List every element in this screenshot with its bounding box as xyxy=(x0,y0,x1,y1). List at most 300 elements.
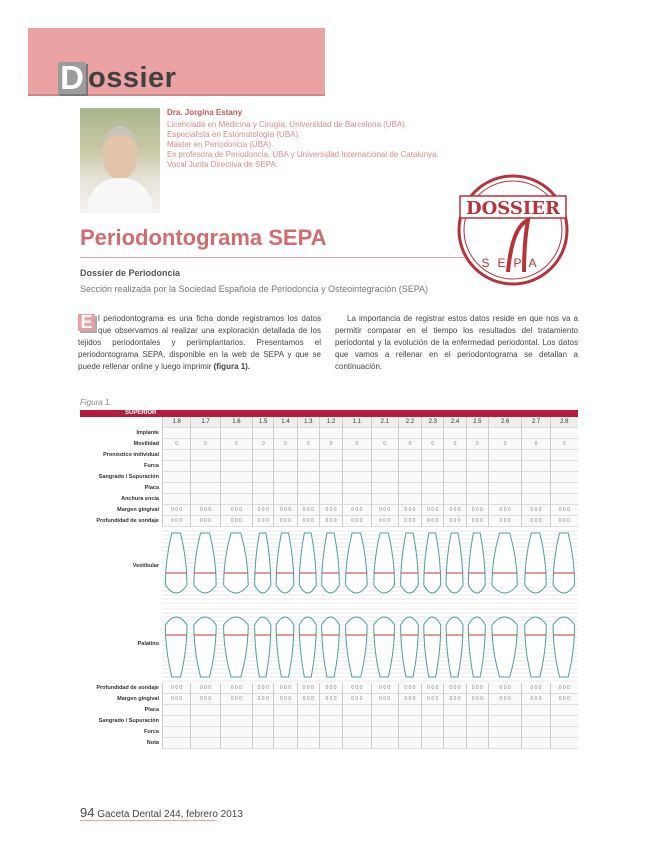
chart-cell[interactable]: 0 0 0 xyxy=(550,516,578,527)
row-label: Anchura encía xyxy=(121,496,159,502)
tooth-drawing xyxy=(224,617,249,677)
chart-cell[interactable] xyxy=(252,727,273,738)
chart-cell[interactable]: 0 0 0 xyxy=(443,516,465,527)
chart-cell[interactable]: 0 0 0 xyxy=(252,683,273,694)
chart-cell[interactable] xyxy=(550,705,578,716)
chart-cell[interactable] xyxy=(371,461,398,472)
chart-cell[interactable] xyxy=(443,716,465,727)
chart-cell[interactable] xyxy=(521,727,549,738)
chart-cell[interactable] xyxy=(550,450,578,461)
chart-cell[interactable] xyxy=(342,450,370,461)
chart-cell[interactable] xyxy=(273,472,296,483)
chart-cell[interactable] xyxy=(273,727,296,738)
tooth-number: 2.4 xyxy=(443,417,465,428)
chart-cell[interactable] xyxy=(190,716,219,727)
chart-cell[interactable] xyxy=(398,705,421,716)
author-line: Vocal Junta Directiva de SEPA. xyxy=(167,160,279,169)
tooth-drawing xyxy=(322,533,340,593)
chart-cell[interactable] xyxy=(297,727,319,738)
chart-cell[interactable] xyxy=(342,461,370,472)
chart-cell[interactable]: 0 xyxy=(466,439,488,450)
chart-cell[interactable] xyxy=(443,727,465,738)
chart-cell[interactable] xyxy=(398,738,421,749)
chart-cell[interactable] xyxy=(190,483,219,494)
chart-cell[interactable]: 0 xyxy=(550,439,578,450)
chart-cell[interactable]: 0 0 0 xyxy=(371,683,398,694)
chart-cell[interactable]: 0 0 0 xyxy=(220,683,252,694)
tooth-drawing xyxy=(299,533,316,593)
chart-cell[interactable]: 0 xyxy=(371,439,398,450)
chart-cell[interactable]: 0 0 0 xyxy=(342,694,370,705)
chart-cell[interactable] xyxy=(297,716,319,727)
chart-cell[interactable] xyxy=(550,716,578,727)
chart-cell[interactable] xyxy=(190,450,219,461)
chart-cell[interactable]: 0 0 0 xyxy=(421,516,443,527)
chart-cell[interactable] xyxy=(190,461,219,472)
section-header-superior: SUPERIOR xyxy=(80,410,578,417)
chart-cell[interactable]: 0 xyxy=(162,439,190,450)
chart-cell[interactable] xyxy=(466,738,488,749)
chart-cell[interactable] xyxy=(190,727,219,738)
chart-cell[interactable] xyxy=(190,472,219,483)
chart-cell[interactable]: 0 xyxy=(220,439,252,450)
tooth-drawing xyxy=(401,533,419,593)
chart-cell[interactable] xyxy=(488,727,521,738)
chart-cell[interactable]: 0 0 0 xyxy=(521,505,549,516)
row-label: Palatino xyxy=(137,641,159,647)
chart-cell[interactable] xyxy=(466,450,488,461)
chart-cell[interactable] xyxy=(421,738,443,749)
chart-cell[interactable] xyxy=(371,483,398,494)
chart-cell[interactable]: 0 0 0 xyxy=(466,694,488,705)
tooth-number: 2.2 xyxy=(398,417,421,428)
chart-cell[interactable]: 0 0 0 xyxy=(319,683,342,694)
chart-cell[interactable] xyxy=(220,494,252,505)
chart-cell[interactable] xyxy=(319,461,342,472)
chart-cell[interactable]: 0 0 0 xyxy=(273,516,296,527)
chart-cell[interactable]: 0 0 0 xyxy=(466,683,488,694)
chart-cell[interactable] xyxy=(319,705,342,716)
chart-cell[interactable] xyxy=(488,461,521,472)
chart-cell[interactable]: 0 0 0 xyxy=(342,516,370,527)
chart-cell[interactable] xyxy=(443,494,465,505)
chart-cell[interactable] xyxy=(421,705,443,716)
chart-cell[interactable] xyxy=(398,494,421,505)
tooth-drawing xyxy=(224,533,249,593)
chart-cell[interactable]: 0 xyxy=(488,439,521,450)
upper-row xyxy=(80,450,578,461)
upper-row xyxy=(80,472,578,483)
chart-cell[interactable]: 0 0 0 xyxy=(398,694,421,705)
chart-cell[interactable] xyxy=(297,472,319,483)
chart-cell[interactable] xyxy=(252,716,273,727)
chart-cell[interactable] xyxy=(521,461,549,472)
chart-cell[interactable]: 0 0 0 xyxy=(488,683,521,694)
chart-cell[interactable]: 0 xyxy=(342,439,370,450)
chart-cell[interactable] xyxy=(319,483,342,494)
chart-cell[interactable]: 0 xyxy=(297,439,319,450)
chart-cell[interactable] xyxy=(162,738,190,749)
tooth-drawing xyxy=(492,617,517,677)
row-label: Profundidad de sondaje xyxy=(96,518,159,524)
chart-cell[interactable] xyxy=(220,461,252,472)
chart-cell[interactable] xyxy=(550,494,578,505)
chart-cell[interactable] xyxy=(371,727,398,738)
chart-cell[interactable]: 0 0 0 xyxy=(319,694,342,705)
chart-cell[interactable] xyxy=(398,716,421,727)
chart-cell[interactable]: 0 0 0 xyxy=(488,694,521,705)
section-note: Sección realizada por la Sociedad Española de Periodoncia y Osteointegración (SEPA) xyxy=(80,284,429,294)
chart-cell[interactable] xyxy=(342,472,370,483)
chart-cell[interactable] xyxy=(252,483,273,494)
chart-cell[interactable] xyxy=(550,727,578,738)
chart-cell[interactable]: 0 0 0 xyxy=(550,694,578,705)
tooth-number: 1.3 xyxy=(297,417,319,428)
chart-cell[interactable]: 0 0 0 xyxy=(398,505,421,516)
chart-cell[interactable] xyxy=(488,738,521,749)
chart-cell[interactable]: 0 0 0 xyxy=(319,516,342,527)
chart-cell[interactable]: 0 xyxy=(190,439,219,450)
chart-cell[interactable] xyxy=(342,428,370,439)
chart-cell[interactable]: 0 0 0 xyxy=(398,516,421,527)
chart-cell[interactable] xyxy=(220,472,252,483)
chart-cell[interactable] xyxy=(521,483,549,494)
article-subtitle: Dossier de Periodoncia xyxy=(80,268,181,278)
chart-cell[interactable] xyxy=(342,494,370,505)
chart-cell[interactable]: 0 xyxy=(398,439,421,450)
chart-cell[interactable] xyxy=(220,705,252,716)
chart-cell[interactable]: 0 0 0 xyxy=(190,505,219,516)
chart-cell[interactable]: 0 0 0 xyxy=(443,694,465,705)
chart-cell[interactable] xyxy=(162,716,190,727)
author-line: Especialista en Estomatología (UBA). xyxy=(167,130,301,139)
chart-cell[interactable] xyxy=(273,483,296,494)
chart-cell[interactable] xyxy=(398,461,421,472)
chart-cell[interactable] xyxy=(466,716,488,727)
chart-cell[interactable] xyxy=(190,705,219,716)
periodontogram-figure xyxy=(80,410,578,749)
chart-cell[interactable] xyxy=(398,450,421,461)
row-label: Movilidad xyxy=(133,441,159,447)
chart-cell[interactable]: 0 0 0 xyxy=(252,694,273,705)
author-line: Licenciada en Medicina y Cirugía, Universidad de Barcelona (UBA). xyxy=(167,120,408,129)
chart-cell[interactable]: 0 0 0 xyxy=(488,516,521,527)
chart-cell[interactable]: 0 0 0 xyxy=(342,683,370,694)
chart-cell[interactable] xyxy=(319,472,342,483)
chart-cell[interactable] xyxy=(443,705,465,716)
chart-cell[interactable] xyxy=(398,727,421,738)
chart-cell[interactable] xyxy=(252,472,273,483)
chart-cell[interactable] xyxy=(398,472,421,483)
chart-cell[interactable] xyxy=(220,727,252,738)
chart-cell[interactable]: 0 0 0 xyxy=(421,505,443,516)
chart-cell[interactable] xyxy=(319,716,342,727)
chart-cell[interactable] xyxy=(550,738,578,749)
tooth-number: 1.2 xyxy=(319,417,342,428)
tooth-drawing xyxy=(525,533,547,593)
chart-cell[interactable]: 0 xyxy=(319,439,342,450)
chart-cell[interactable] xyxy=(220,450,252,461)
chart-cell[interactable] xyxy=(421,494,443,505)
tooth-drawing xyxy=(468,617,485,677)
upper-row xyxy=(80,439,578,450)
chart-cell[interactable]: 0 0 0 xyxy=(488,505,521,516)
chart-cell[interactable]: 0 0 0 xyxy=(398,683,421,694)
chart-cell[interactable]: 0 0 0 xyxy=(443,505,465,516)
chart-cell[interactable] xyxy=(342,727,370,738)
chart-cell[interactable] xyxy=(443,472,465,483)
chart-cell[interactable]: 0 0 0 xyxy=(190,694,219,705)
chart-cell[interactable] xyxy=(421,716,443,727)
upper-row xyxy=(80,494,578,505)
divider xyxy=(80,257,465,258)
chart-cell[interactable]: 0 0 0 xyxy=(550,505,578,516)
chart-cell[interactable] xyxy=(521,450,549,461)
chart-cell[interactable] xyxy=(466,461,488,472)
chart-cell[interactable] xyxy=(466,705,488,716)
palatino-teeth xyxy=(80,605,578,683)
chart-cell[interactable] xyxy=(443,461,465,472)
chart-cell[interactable] xyxy=(488,494,521,505)
chart-cell[interactable] xyxy=(371,472,398,483)
lower-row xyxy=(80,694,578,705)
chart-cell[interactable] xyxy=(273,738,296,749)
chart-cell[interactable] xyxy=(319,428,342,439)
chart-cell[interactable] xyxy=(252,450,273,461)
chart-cell[interactable] xyxy=(421,727,443,738)
chart-cell[interactable]: 0 0 0 xyxy=(421,694,443,705)
chart-cell[interactable] xyxy=(421,483,443,494)
chart-cell[interactable] xyxy=(398,428,421,439)
row-label: Nota xyxy=(146,740,159,746)
lower-row xyxy=(80,727,578,738)
chart-cell[interactable] xyxy=(488,472,521,483)
chart-cell[interactable] xyxy=(488,705,521,716)
chart-cell[interactable]: 0 0 0 xyxy=(273,683,296,694)
chart-cell[interactable] xyxy=(162,450,190,461)
chart-cell[interactable] xyxy=(297,738,319,749)
chart-cell[interactable] xyxy=(466,494,488,505)
chart-cell[interactable]: 0 0 0 xyxy=(371,516,398,527)
chart-cell[interactable] xyxy=(162,461,190,472)
chart-cell[interactable]: 0 0 0 xyxy=(342,505,370,516)
chart-cell[interactable] xyxy=(190,738,219,749)
chart-cell[interactable] xyxy=(297,450,319,461)
chart-cell[interactable] xyxy=(371,705,398,716)
chart-cell[interactable] xyxy=(319,450,342,461)
row-label: Pronóstico individual xyxy=(103,452,159,458)
chart-cell[interactable]: 0 0 0 xyxy=(297,505,319,516)
tooth-drawing xyxy=(525,617,547,677)
chart-cell[interactable] xyxy=(550,472,578,483)
chart-cell[interactable]: 0 xyxy=(443,439,465,450)
chart-cell[interactable] xyxy=(443,483,465,494)
tooth-number: 2.5 xyxy=(466,417,488,428)
chart-cell[interactable]: 0 xyxy=(521,439,549,450)
chart-cell[interactable] xyxy=(162,483,190,494)
chart-cell[interactable]: 0 0 0 xyxy=(273,694,296,705)
chart-cell[interactable] xyxy=(162,494,190,505)
chart-cell[interactable] xyxy=(273,716,296,727)
chart-cell[interactable]: 0 0 0 xyxy=(521,683,549,694)
chart-cell[interactable]: 0 0 0 xyxy=(371,694,398,705)
chart-cell[interactable] xyxy=(162,727,190,738)
chart-cell[interactable] xyxy=(521,716,549,727)
chart-cell[interactable] xyxy=(252,705,273,716)
tooth-number: 2.1 xyxy=(371,417,398,428)
author-bio xyxy=(167,108,439,170)
chart-cell[interactable]: 0 0 0 xyxy=(190,516,219,527)
chart-cell[interactable] xyxy=(190,428,219,439)
chart-cell[interactable] xyxy=(273,450,296,461)
chart-cell[interactable] xyxy=(371,428,398,439)
chart-cell[interactable] xyxy=(162,705,190,716)
chart-cell[interactable] xyxy=(252,461,273,472)
chart-cell[interactable] xyxy=(421,472,443,483)
tooth-number: 1.6 xyxy=(220,417,252,428)
chart-cell[interactable] xyxy=(342,738,370,749)
chart-cell[interactable] xyxy=(190,494,219,505)
chart-cell[interactable] xyxy=(550,428,578,439)
chart-cell[interactable]: 0 xyxy=(421,439,443,450)
chart-cell[interactable]: 0 0 0 xyxy=(162,683,190,694)
body-column-right: La importancia de registrar estos datos reside en que nos va a permitir comparar en el tiempo los resultados del tratamiento periodontal y la evolución de la enfermedad periodontal. Los datos que vamos a rellenar en el periodontograma se detallan a continuación. xyxy=(335,314,578,371)
tooth-number: 2.3 xyxy=(421,417,443,428)
chart-cell[interactable]: 0 0 0 xyxy=(297,516,319,527)
tooth-drawing xyxy=(255,617,271,677)
chart-cell[interactable]: 0 0 0 xyxy=(297,683,319,694)
chart-cell[interactable] xyxy=(297,483,319,494)
chart-cell[interactable] xyxy=(342,705,370,716)
chart-cell[interactable] xyxy=(550,461,578,472)
chart-cell[interactable] xyxy=(371,716,398,727)
chart-cell[interactable]: 0 0 0 xyxy=(443,683,465,694)
chart-cell[interactable] xyxy=(488,483,521,494)
chart-cell[interactable]: 0 0 0 xyxy=(466,516,488,527)
chart-cell[interactable]: 0 xyxy=(252,439,273,450)
chart-cell[interactable] xyxy=(443,450,465,461)
chart-cell[interactable]: 0 0 0 xyxy=(521,516,549,527)
chart-cell[interactable] xyxy=(466,727,488,738)
chart-cell[interactable] xyxy=(319,738,342,749)
upper-row xyxy=(80,505,578,516)
chart-cell[interactable] xyxy=(273,461,296,472)
chart-cell[interactable] xyxy=(297,461,319,472)
chart-cell[interactable]: 0 0 0 xyxy=(319,505,342,516)
chart-cell[interactable]: 0 0 0 xyxy=(273,505,296,516)
chart-cell[interactable]: 0 xyxy=(273,439,296,450)
chart-cell[interactable]: 0 0 0 xyxy=(162,694,190,705)
chart-cell[interactable]: 0 0 0 xyxy=(521,694,549,705)
chart-cell[interactable] xyxy=(319,727,342,738)
chart-cell[interactable] xyxy=(521,472,549,483)
chart-cell[interactable] xyxy=(421,428,443,439)
chart-cell[interactable] xyxy=(488,428,521,439)
chart-cell[interactable] xyxy=(443,738,465,749)
chart-cell[interactable]: 0 0 0 xyxy=(252,505,273,516)
chart-cell[interactable] xyxy=(252,428,273,439)
chart-cell[interactable] xyxy=(521,705,549,716)
chart-cell[interactable] xyxy=(550,483,578,494)
chart-cell[interactable] xyxy=(371,738,398,749)
chart-cell[interactable] xyxy=(319,494,342,505)
chart-cell[interactable] xyxy=(443,428,465,439)
chart-cell[interactable]: 0 0 0 xyxy=(252,516,273,527)
chart-cell[interactable] xyxy=(220,428,252,439)
chart-cell[interactable] xyxy=(466,472,488,483)
chart-cell[interactable] xyxy=(488,716,521,727)
chart-cell[interactable] xyxy=(466,483,488,494)
chart-cell[interactable] xyxy=(521,738,549,749)
author-line: Ex profesora de Periodoncia, UBA y Universidad Internacional de Catalunya. xyxy=(167,150,439,159)
chart-cell[interactable] xyxy=(398,483,421,494)
tooth-drawing xyxy=(276,617,294,677)
chart-cell[interactable] xyxy=(421,461,443,472)
chart-cell[interactable] xyxy=(421,450,443,461)
tooth-drawing xyxy=(446,617,463,677)
chart-cell[interactable] xyxy=(273,428,296,439)
chart-cell[interactable] xyxy=(488,450,521,461)
chart-cell[interactable]: 0 0 0 xyxy=(220,694,252,705)
chart-cell[interactable]: 0 0 0 xyxy=(371,505,398,516)
chart-cell[interactable] xyxy=(521,428,549,439)
lower-row xyxy=(80,683,578,694)
chart-cell[interactable] xyxy=(220,483,252,494)
tooth-drawing xyxy=(446,533,463,593)
figure-reference: (figura 1). xyxy=(213,362,251,371)
row-label: Margen gingival xyxy=(117,696,159,702)
chart-cell[interactable] xyxy=(252,494,273,505)
tooth-drawing xyxy=(424,533,441,593)
chart-cell[interactable] xyxy=(297,428,319,439)
tooth-number: 2.8 xyxy=(550,417,578,428)
tooth-drawing xyxy=(299,617,316,677)
tooth-drawing xyxy=(165,617,187,677)
chart-cell[interactable] xyxy=(273,705,296,716)
chart-cell[interactable] xyxy=(466,428,488,439)
chart-cell[interactable] xyxy=(220,716,252,727)
chart-cell[interactable] xyxy=(371,450,398,461)
tooth-number-row xyxy=(80,417,578,428)
chart-cell[interactable] xyxy=(521,494,549,505)
chart-cell[interactable]: 0 0 0 xyxy=(220,505,252,516)
chart-cell[interactable]: 0 0 0 xyxy=(466,505,488,516)
upper-row xyxy=(80,428,578,439)
chart-cell[interactable]: 0 0 0 xyxy=(162,505,190,516)
chart-cell[interactable] xyxy=(297,494,319,505)
chart-cell[interactable] xyxy=(297,705,319,716)
chart-cell[interactable] xyxy=(252,738,273,749)
chart-cell[interactable]: 0 0 0 xyxy=(550,683,578,694)
chart-cell[interactable] xyxy=(220,738,252,749)
chart-cell[interactable] xyxy=(162,428,190,439)
row-label: Placa xyxy=(144,707,159,713)
chart-cell[interactable]: 0 0 0 xyxy=(162,516,190,527)
tooth-number: 1.8 xyxy=(162,417,190,428)
vestibular-teeth xyxy=(80,527,578,605)
chart-cell[interactable] xyxy=(342,483,370,494)
chart-cell[interactable] xyxy=(162,472,190,483)
author-photo xyxy=(80,108,160,213)
chart-cell[interactable] xyxy=(371,494,398,505)
chart-cell[interactable]: 0 0 0 xyxy=(297,694,319,705)
chart-cell[interactable]: 0 0 0 xyxy=(220,516,252,527)
chart-cell[interactable] xyxy=(273,494,296,505)
chart-cell[interactable]: 0 0 0 xyxy=(421,683,443,694)
chart-cell[interactable] xyxy=(342,716,370,727)
chart-cell[interactable]: 0 0 0 xyxy=(190,683,219,694)
row-label: Placa xyxy=(144,485,159,491)
